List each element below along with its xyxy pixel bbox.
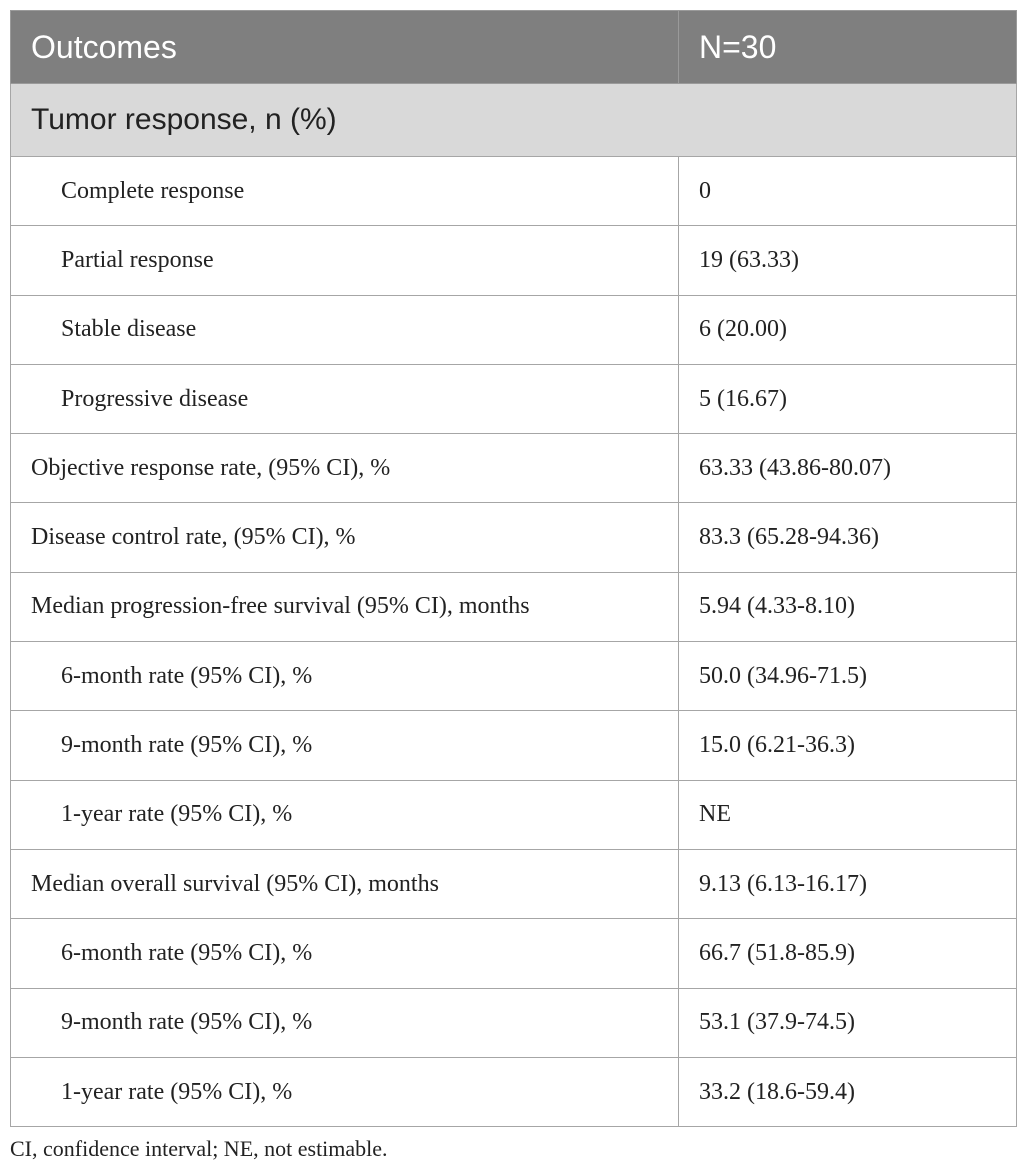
table-row [11, 503, 1017, 572]
header-n: N=30 [679, 11, 1017, 84]
table-footnote: CI, confidence interval; NE, not estimable. [10, 1136, 388, 1161]
row-label: Complete response [11, 157, 679, 226]
row-label: 1-year rate (95% CI), % [11, 1057, 679, 1126]
row-label: 9-month rate (95% CI), % [11, 711, 679, 780]
row-label: Median overall survival (95% CI), months [11, 849, 679, 918]
table-row [11, 157, 1017, 226]
row-value: 5.94 (4.33-8.10) [679, 572, 1017, 641]
row-value: 33.2 (18.6-59.4) [679, 1057, 1017, 1126]
row-value: 19 (63.33) [679, 226, 1017, 295]
row-label: Median progression-free survival (95% CI), months [11, 572, 679, 641]
table-row [11, 642, 1017, 711]
table-row [11, 988, 1017, 1057]
table-row [11, 780, 1017, 849]
row-value: 63.33 (43.86-80.07) [679, 434, 1017, 503]
header-outcomes: Outcomes [11, 11, 679, 84]
row-value: 6 (20.00) [679, 295, 1017, 364]
row-label: Stable disease [11, 295, 679, 364]
outcomes-table [10, 10, 1017, 1127]
row-label: Disease control rate, (95% CI), % [11, 503, 679, 572]
table-header-row [11, 11, 1017, 84]
row-label: Partial response [11, 226, 679, 295]
table-row [11, 1057, 1017, 1126]
row-value: 66.7 (51.8-85.9) [679, 919, 1017, 988]
row-value: 9.13 (6.13-16.17) [679, 849, 1017, 918]
table-row [11, 572, 1017, 641]
section-row-tumor-response [11, 84, 1017, 157]
row-label: 6-month rate (95% CI), % [11, 642, 679, 711]
table-row [11, 226, 1017, 295]
row-value: NE [679, 780, 1017, 849]
table-row [11, 364, 1017, 433]
table-row [11, 919, 1017, 988]
row-value: 0 [679, 157, 1017, 226]
row-value: 5 (16.67) [679, 364, 1017, 433]
row-label: 9-month rate (95% CI), % [11, 988, 679, 1057]
row-label: 6-month rate (95% CI), % [11, 919, 679, 988]
table-row [11, 434, 1017, 503]
row-value: 53.1 (37.9-74.5) [679, 988, 1017, 1057]
row-label: 1-year rate (95% CI), % [11, 780, 679, 849]
table-row [11, 295, 1017, 364]
table-row [11, 849, 1017, 918]
row-value: 15.0 (6.21-36.3) [679, 711, 1017, 780]
section-title: Tumor response, n (%) [11, 84, 1017, 157]
row-value: 83.3 (65.28-94.36) [679, 503, 1017, 572]
row-value: 50.0 (34.96-71.5) [679, 642, 1017, 711]
table-row [11, 711, 1017, 780]
row-label: Progressive disease [11, 364, 679, 433]
row-label: Objective response rate, (95% CI), % [11, 434, 679, 503]
